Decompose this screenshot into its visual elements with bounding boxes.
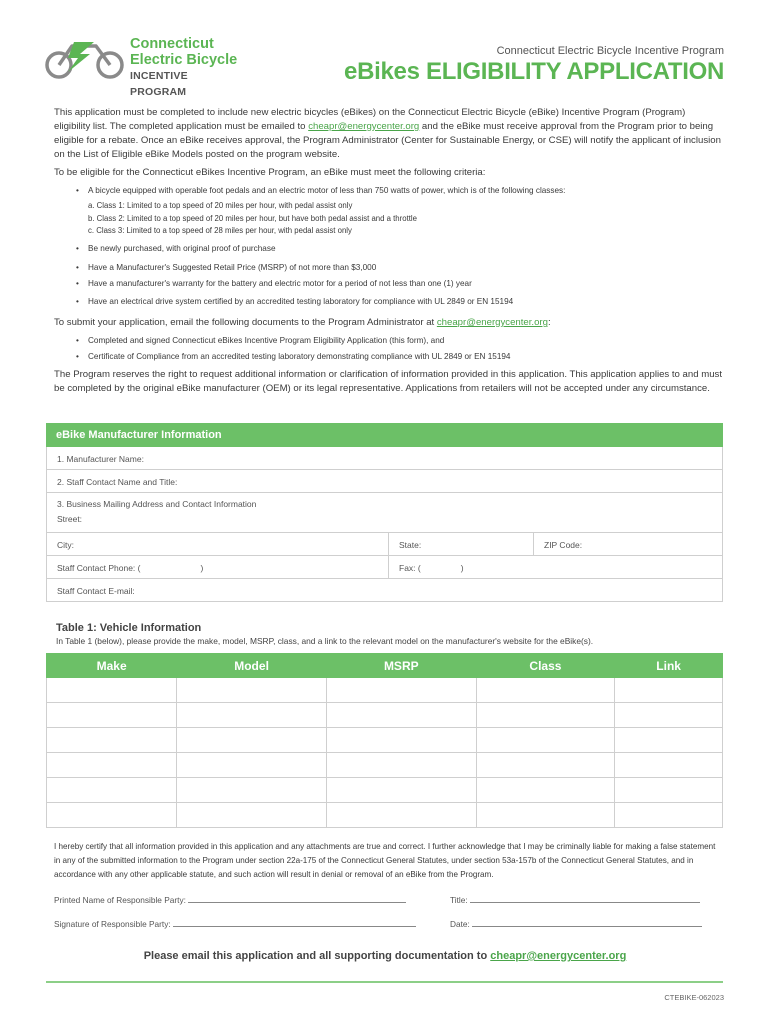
criteria-item: • Have an electrical drive system certified by an accredited testing laboratory for compliance with UL 2849 or EN 15194 [76,296,726,307]
logo-line-2: Electric Bicycle [130,52,238,68]
table-cell[interactable] [615,728,723,753]
zip-field[interactable]: ZIP Code: [544,540,583,550]
address-field[interactable] [47,493,722,532]
closing-note [0,950,770,962]
intro-text-a: This application must be completed to include new electric bicycles (eBikes) on the Connecticut Electric Bicycle (eBike) Incentive Program (Program) eligibility list. The completed application must be emailed to [54,107,686,132]
table-cell[interactable] [47,778,177,803]
criteria-item: • Be newly purchased, with original proof of purchase [76,243,726,254]
manufacturer-section [46,423,723,602]
phone-fax-row [46,556,723,579]
table-cell[interactable] [476,728,615,753]
table-cell[interactable] [476,678,615,703]
column-header-link: Link [615,654,723,678]
vehicle-table [46,653,723,828]
criteria-list [76,262,726,273]
phone-paren-close: ) [200,563,204,573]
title-label: Title: [450,895,468,905]
table-cell[interactable] [326,678,476,703]
table-cell[interactable] [476,803,615,828]
form-code: CTEBIKE-062023 [664,993,724,1002]
table-cell[interactable] [615,678,723,703]
table-cell[interactable] [326,728,476,753]
table-cell[interactable] [177,778,327,803]
staff-contact-row [46,470,723,493]
document-item: • Certificate of Compliance from an accredited testing laboratory demonstrating compliance with UL 2849 or EN 15194 [76,351,726,362]
table-cell[interactable] [326,703,476,728]
date-line[interactable] [450,918,702,929]
table-cell[interactable] [326,778,476,803]
table-cell[interactable] [177,728,327,753]
table-row [47,753,723,778]
reserve-paragraph: The Program reserves the right to request additional information or clarification of information provided in this application. This application applies to and must be completed by the original eBike manufacturer (OEM) or its legal representative. Applications from retailers will not be accepted under any circumstance. [54,369,723,394]
table-cell[interactable] [326,803,476,828]
manufacturer-name-row [46,447,723,470]
table-row [47,678,723,703]
fax-paren-close: ) [460,563,464,573]
class-list [88,200,417,238]
staff-contact-field[interactable]: 2. Staff Contact Name and Title: [57,477,178,487]
table-cell[interactable] [47,728,177,753]
email-link-closing[interactable]: cheapr@energycenter.org [490,950,627,962]
program-logo [44,36,244,98]
criteria-list [76,243,726,254]
documents-list [76,351,726,362]
table-cell[interactable] [177,803,327,828]
criteria-item: • Have a manufacturer's warranty for the battery and electric motor for a period of not less than one (1) year [76,278,726,289]
table-cell[interactable] [615,803,723,828]
address-row [46,493,723,533]
table-cell[interactable] [476,778,615,803]
manufacturer-name-field[interactable]: 1. Manufacturer Name: [57,454,144,464]
email-row [46,579,723,602]
table-row [47,728,723,753]
certification-statement: I hereby certify that all information provided in this application and any attachments are true and correct. I further acknowledge that I may be criminally liable for making a false statement in any of the submitted information to the Program under section 22a-175 of the Connecticut General Statutes, under section 53a-157b of the Connecticut General Statutes, and in accordance with any other applicable statute, and such action will result in denial or removal of an eBike from the Program. [54,842,716,879]
table-cell[interactable] [47,753,177,778]
date-label: Date: [450,919,470,929]
printed-name-line[interactable] [54,894,406,905]
document-item: • Completed and signed Connecticut eBikes Incentive Program Eligibility Application (this form), and [76,335,726,346]
table-cell[interactable] [615,753,723,778]
class-item: a. Class 1: Limited to a top speed of 20 miles per hour, with pedal assist only [88,201,353,210]
intro-paragraph [54,106,722,162]
intro-text-b: and the eBike must receive approval from the Program prior to being eligible for a rebate. Once an eBike receives approval, the Program Administrator (Center for Sustainable Energy, or CSE) will notify the applicant of inclusion on the List of Eligible eBike Models posted on the program website. [54,121,721,160]
class-item: b. Class 2: Limited to a top speed of 20 miles per hour, but have both pedal assist and a throttle [88,213,417,223]
table-title: Table 1: Vehicle Information [56,622,202,634]
criteria-item: • Have a Manufacturer's Suggested Retail Price (MSRP) of not more than $3,000 [76,262,726,273]
printed-name-label: Printed Name of Responsible Party: [54,895,186,905]
page-title: eBikes ELIGIBILITY APPLICATION [344,58,724,85]
street-label: Street: [57,514,83,524]
fax-field[interactable] [389,556,722,578]
table-subtitle: In Table 1 (below), please provide the make, model, MSRP, class, and a link to the relevant model on the manufacturer's website for the eBike(s). [56,636,594,646]
footer-divider [46,981,723,983]
email-link-intro[interactable]: cheapr@energycenter.org [308,121,420,132]
email-link-submit[interactable]: cheapr@energycenter.org [436,317,548,328]
table-header-row [47,654,723,678]
table-cell[interactable] [326,753,476,778]
fax-label: Fax: ( [399,563,421,573]
criteria-item: • A bicycle equipped with operable foot pedals and an electric motor of less than 750 watts of power, which is of the following classes: [76,185,726,196]
table-cell[interactable] [476,703,615,728]
column-header-class: Class [476,654,615,678]
signature-label: Signature of Responsible Party: [54,919,171,929]
address-label: 3. Business Mailing Address and Contact Information [57,499,257,509]
program-name: Connecticut Electric Bicycle Incentive Program [496,45,724,57]
logo-line-1: Connecticut [130,36,214,52]
table-cell[interactable] [177,678,327,703]
phone-label: Staff Contact Phone: ( [57,563,141,573]
logo-text [130,36,244,100]
column-header-make: Make [47,654,177,678]
page-header [0,0,770,100]
criteria-list [76,296,726,307]
documents-list [76,335,726,346]
table-cell[interactable] [476,753,615,778]
title-line[interactable] [450,894,700,905]
submit-text-b: : [547,317,551,328]
logo-line-3: INCENTIVE PROGRAM [130,70,188,98]
column-header-msrp: MSRP [326,654,476,678]
criteria-intro: To be eligible for the Connecticut eBikes Incentive Program, an eBike must meet the following criteria: [54,167,486,178]
closing-text: Please email this application and all supporting documentation to [143,950,491,962]
table-row [47,703,723,728]
submit-text-a: To submit your application, email the following documents to the Program Administrator at [54,317,437,328]
table-cell[interactable] [47,703,177,728]
section-heading: eBike Manufacturer Information [46,423,723,447]
table-cell[interactable] [47,803,177,828]
criteria-list [76,185,726,196]
city-field[interactable]: City: [47,533,389,555]
table-row [47,778,723,803]
column-header-model: Model [177,654,327,678]
table-cell[interactable] [177,703,327,728]
bicycle-lightning-icon [44,36,128,82]
city-state-zip-row [46,533,723,556]
phone-field[interactable] [47,556,389,578]
contact-email-field[interactable]: Staff Contact E-mail: [57,586,135,596]
table-cell[interactable] [615,703,723,728]
signature-line[interactable] [54,918,416,929]
state-field[interactable]: State: [389,533,534,555]
table-cell[interactable] [177,753,327,778]
table-row [47,803,723,828]
submit-paragraph [54,316,722,330]
criteria-list [76,278,726,289]
table-cell[interactable] [615,778,723,803]
table-cell[interactable] [47,678,177,703]
class-item: c. Class 3: Limited to a top speed of 28 miles per hour, with pedal assist only [88,226,352,235]
